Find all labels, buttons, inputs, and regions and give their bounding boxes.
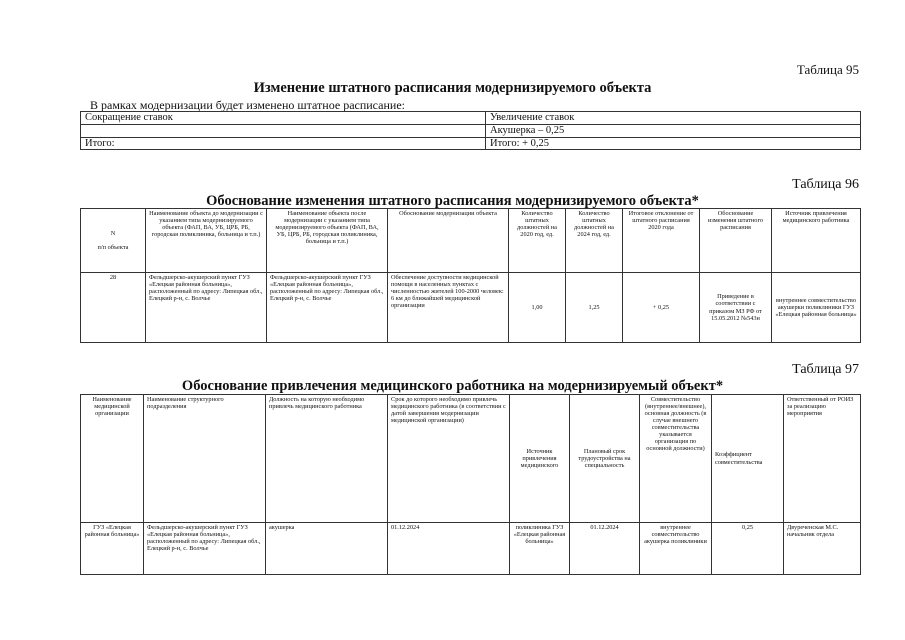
t97-row-cell: внутреннее совместительство акушерка поликлиники — [640, 523, 712, 575]
table-95-label: Таблица 95 — [796, 62, 859, 77]
t97-header-cell: Источник привлечения медицинского — [510, 395, 570, 523]
t97-row-cell: Двуреченская М.С. начальник отдела — [784, 523, 861, 575]
total-label: Итого: — [81, 137, 486, 150]
total-value: Итого: + 0,25 — [486, 137, 861, 150]
table-95-title: Изменение штатного расписания модернизируемого объекта — [253, 80, 652, 96]
t97-row-cell: акушерка — [266, 523, 388, 575]
t96-row-cell: + 0,25 — [623, 273, 700, 343]
t96-header-cell: Наименование объекта после модернизации с указанием типа модернизируемого объекта (ФАП, ВА, УБ, ЦРБ, РБ, городская поликлиника, больница и т.п.) — [267, 209, 388, 273]
table-97-label: Таблица 97 — [792, 362, 859, 377]
t96-header-cell: Источник привлечения медицинского работника — [772, 209, 861, 273]
t96-row-cell: Фельдшерско-акушерский пункт ГУЗ «Елецкая районная больница», расположенный по адресу: Липецкая обл., Елецкий р-н, с. Волчье — [267, 273, 388, 343]
t97-header-cell: Должность на которую необходимо привлечь медицинского работника — [266, 395, 388, 523]
t97-row-cell: поликлиника ГУЗ «Елецкая районная больница» — [510, 523, 570, 575]
t97-header-cell: Совместительство (внутреннее/внешнее), основная должность (в случае внешнего совместительства указывается организация по основной должности) — [640, 395, 712, 523]
t97-header-cell: Срок до которого необходимо привлечь медицинского работника (в соответствии с датой завершения модернизации медицинской организации) — [388, 395, 510, 523]
t96-header-cell: Обоснование изменения штатного расписания — [700, 209, 772, 273]
table-96-label: Таблица 96 — [792, 177, 859, 192]
t96-header-cell: Количество штатных должностей на 2020 год, ед. — [509, 209, 566, 273]
table-96-title: Обоснование изменения штатного расписания модернизируемого объекта* — [206, 193, 699, 209]
worker-justification-table — [80, 394, 861, 575]
t97-header-cell: Ответственный от РОИЗ за реализацию мероприятия — [784, 395, 861, 523]
t96-row-cell: внутреннее совместительство акушерки поликлиники ГУЗ «Елецкая районная больница» — [772, 273, 861, 343]
table-97-title: Обоснование привлечения медицинского работника на модернизируемый объект* — [181, 378, 724, 394]
t96-row-cell: 1,00 — [509, 273, 566, 343]
t96-row-cell: 28 — [81, 273, 146, 343]
t97-header-cell: Наименование структурного подразделения — [144, 395, 266, 523]
t96-row-cell: Фельдшерско-акушерский пункт ГУЗ «Елецкая районная больница», расположенный по адресу: Липецкая обл., Елецкий р-н, с. Волчье — [146, 273, 267, 343]
t96-row-cell: 1,25 — [566, 273, 623, 343]
t96-header-cell: Итоговое отклонение от штатного расписания 2020 года — [623, 209, 700, 273]
staff-justification-table — [80, 208, 861, 343]
staff-change-table — [80, 111, 861, 150]
increase-header: Увеличение ставок — [486, 112, 861, 125]
reduce-cell — [81, 124, 486, 137]
t97-header-cell: Наименование медицинской организации — [81, 395, 144, 523]
reduce-header: Сокращение ставок — [81, 112, 486, 125]
t97-header-cell: Плановый срок трудоустройства на специальность — [570, 395, 640, 523]
t97-row-cell: 01.12.2024 — [570, 523, 640, 575]
t97-row-cell: 01.12.2024 — [388, 523, 510, 575]
t97-row-cell: ГУЗ «Елецкая районная больница» — [81, 523, 144, 575]
t97-header-cell: Коэффициент совместительства — [712, 395, 784, 523]
t96-header-cell: Обоснование модернизации объекта — [388, 209, 509, 273]
table-95-intro: В рамках модернизации будет изменено штатное расписание: — [90, 98, 405, 112]
t97-row-cell: 0,25 — [712, 523, 784, 575]
t96-header-cell: N п/п объекта — [81, 209, 146, 273]
increase-item: Акушерка – 0,25 — [486, 124, 861, 137]
t96-header-cell: Наименование объекта до модернизации с указанием типа модернизируемого объекта (ФАП, ВА, УБ, ЦРБ, РБ, городская поликлиника, больница и т.п.) — [146, 209, 267, 273]
t96-row-cell: Обеспечение доступности медицинской помощи в населенных пунктах с численностью жителей 100-2000 человек: 6 км до ближайшей медицинской организации — [388, 273, 509, 343]
t97-row-cell: Фельдшерско-акушерский пункт ГУЗ «Елецкая районная больница», расположенный по адресу: Липецкая обл., Елецкий р-н, с. Волчье — [144, 523, 266, 575]
t96-row-cell: Приведение в соответствии с приказом МЗ РФ от 15.05.2012 №543н — [700, 273, 772, 343]
t96-header-cell: Количество штатных должностей на 2024 год, ед. — [566, 209, 623, 273]
